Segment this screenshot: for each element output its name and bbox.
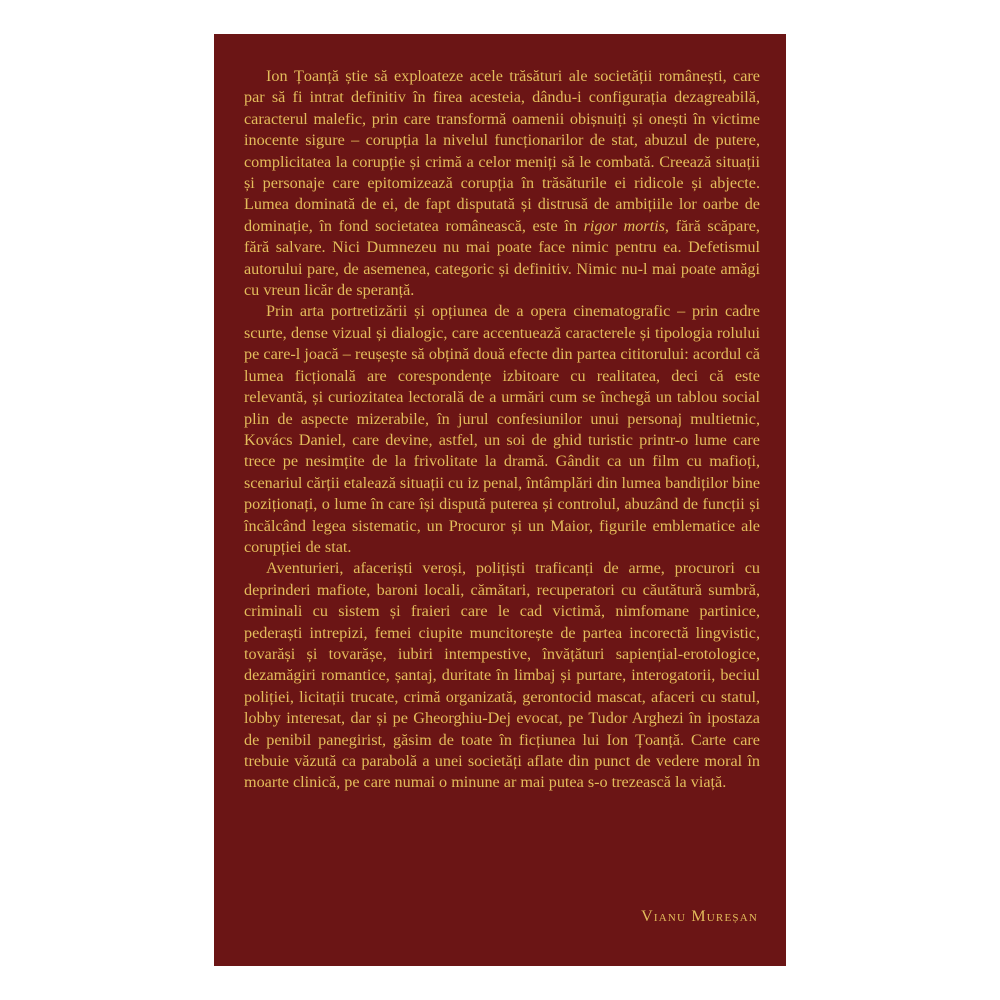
paragraph-1-italic: rigor mortis bbox=[583, 216, 665, 235]
paragraph-2: Prin arta portretizării și opțiunea de a opera cinematografic – prin cadre scurte, dense vizual și dialogic, care accentuează caracterele și tipologia rolului pe care-l joacă – reușește să obțină două efecte din partea cititorului: acordul că lumea ficțională are corespondențe izbitoare cu realitatea, deci că este relevantă, și curiozitatea lectorală de a urmări cum se închegă un tablou social plin de aspecte mizerabile, în jurul confesiunilor unui personaj multietnic, Kovács Daniel, care devine, astfel, un soi de ghid turistic printr-o lume care trece pe nesimțite de la frivolitate la dramă. Gândit ca un film cu mafioți, scenariul cărții etalează situații cu iz penal, întâmplări din lumea bandiților bine poziționați, o lume în care își dispută puterea și controlul, abuzând de funcții și încălcând legea sistematic, un Procuror și un Maior, figurile emblematice ale corupției de stat. bbox=[244, 302, 761, 556]
paragraph-1-before: Ion Țoanță știe să exploateze acele trăsături ale societății românești, care par să fi intrat definitiv în firea acesteia, dându-i configurația dezagreabilă, caracterul malefic, prin care transformă oamenii obișnuiți și onești în victime inocente sigure – corupția la nivelul funcționarilor de stat, abuzul de putere, complicitatea la corupție și crimă a celor meniți să le combată. Creează situații și personaje care epitomizează corupția în trăsăturile ei ridicole și abjecte. Lumea dominată de ei, de fapt disputată și distrusă de ambițiile lor oarbe de dominație, în fond societatea românească, este în bbox=[244, 67, 760, 235]
author-signature: Vianu Mureșan bbox=[641, 908, 758, 925]
blurb-text bbox=[244, 66, 760, 794]
paragraph-3: Aventurieri, afaceriști veroși, polițiști traficanți de arme, procurori cu deprinderi mafiote, baroni locali, cămătari, recuperatori cu căutătură sumbră, criminali cu sistem și fraieri care le cad victimă, nimfomane partinice, pederaști intrepizi, femei ciupite muncitorește de partea incorectă lingvistic, tovarăși și tovarășe, iubiri intempestive, învățături sapiențial-erotologice, dezamăgiri romantice, șantaj, duritate în limbaj și purtare, interogatorii, beciul poliției, licitații trucate, crimă organizată, gerontocid mascat, afaceri cu statul, lobby interesat, dar și pe Gheorghiu-Dej evocat, pe Tudor Arghezi în ipostaza de penibil panegirist, găsim de toate în ficțiunea lui Ion Țoanță. Carte care trebuie văzută ca parabolă a unei societăți aflate din punct de vedere moral în moarte clinică, pe care numai o minune ar mai putea s-o trezească la viață. bbox=[244, 559, 760, 792]
paragraph-1-after: , fără scăpare, fără salvare. Nici Dumnezeu nu mai poate face nimic pentru ea. Defetismul autorului pare, de asemenea, categoric și definitiv. Nimic nu-l mai poate amăgi cu vreun licăr de speranță. bbox=[244, 216, 760, 300]
paragraph-1 bbox=[244, 66, 760, 301]
book-back-cover bbox=[214, 34, 786, 966]
